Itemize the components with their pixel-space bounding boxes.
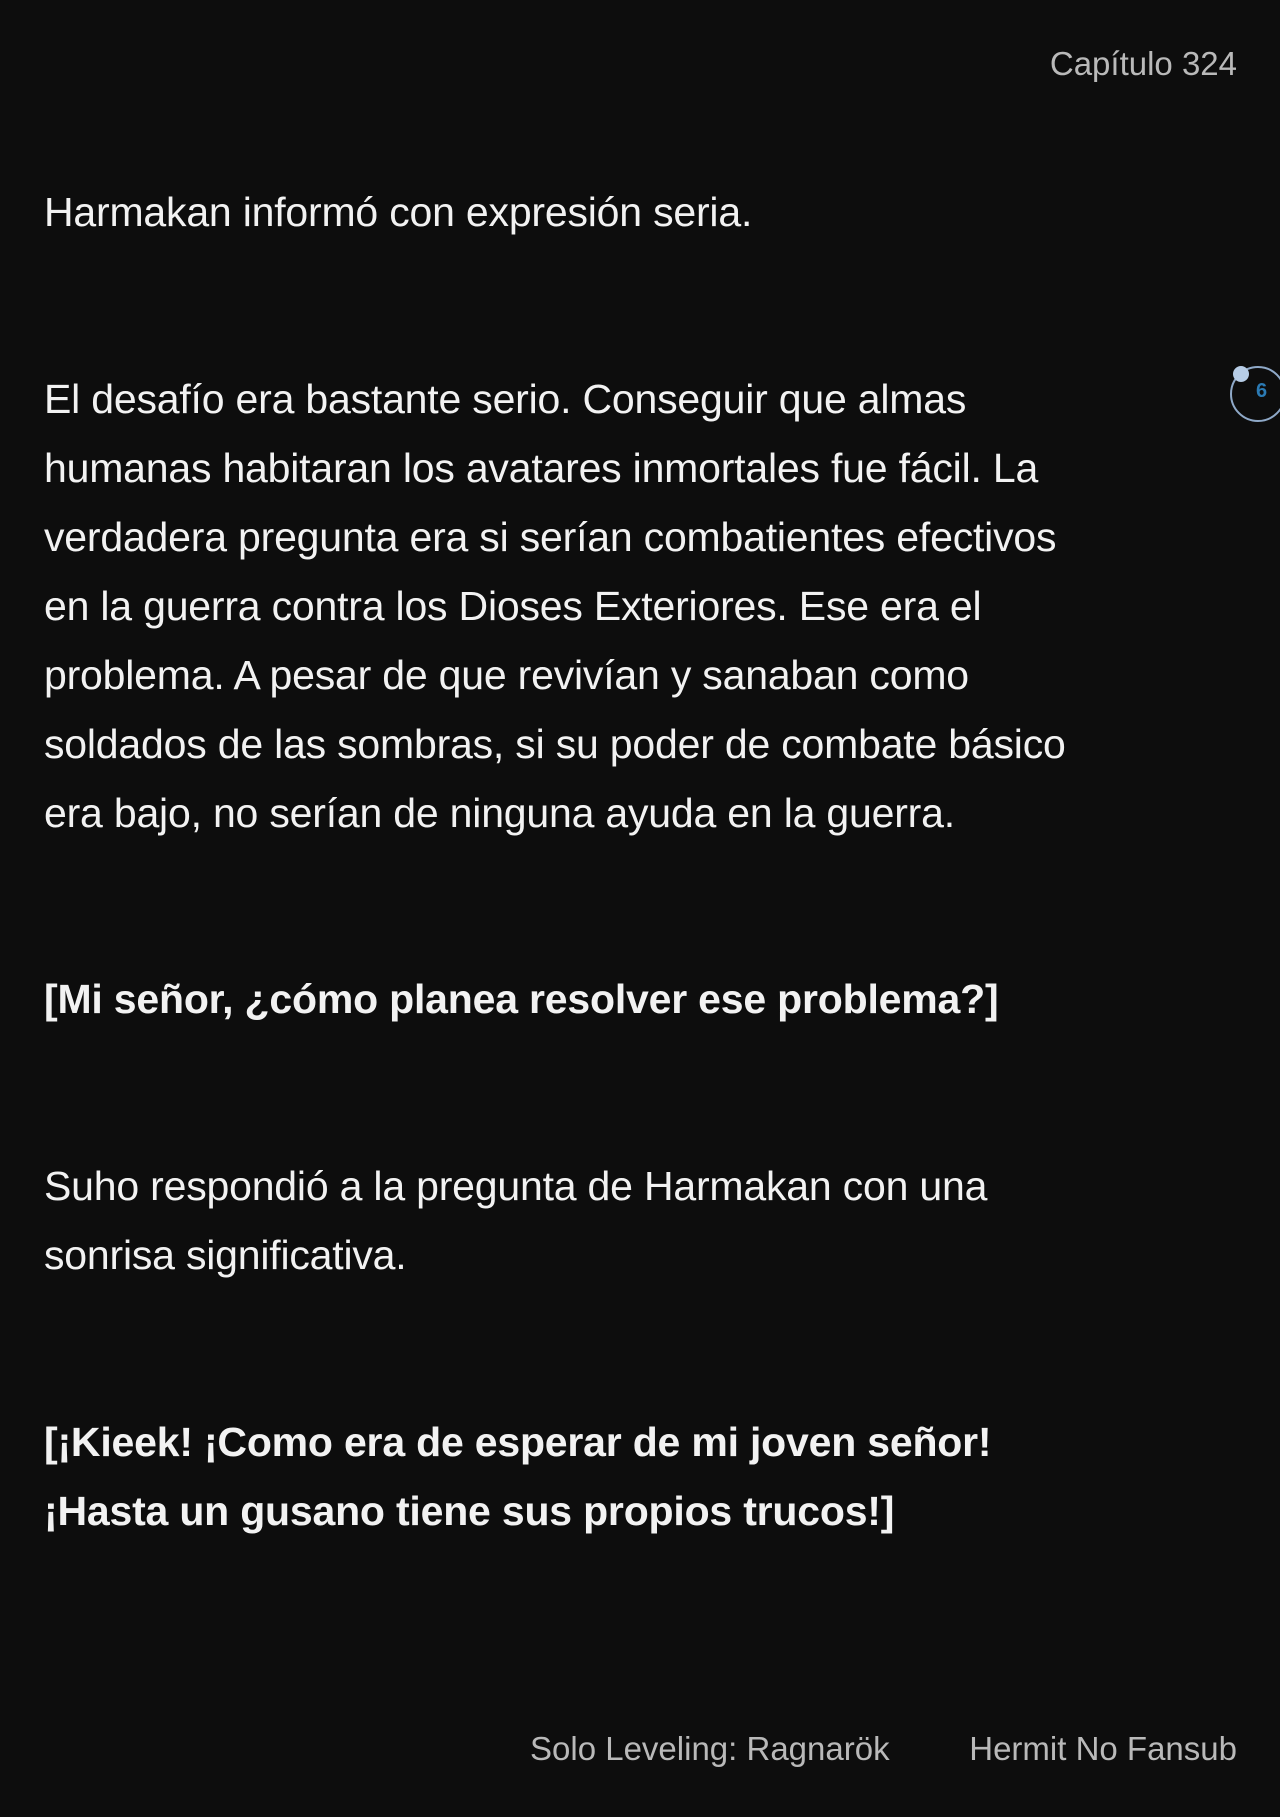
text-line: verdadera pregunta era si serían combatientes efectivos (44, 514, 1057, 560)
text-line: Suho respondió a la pregunta de Harmakan con una (44, 1163, 988, 1209)
text-line: humanas habitaran los avatares inmortales fue fácil. La (44, 445, 1039, 491)
text-line: Harmakan informó con expresión seria. (44, 189, 753, 235)
text-line: problema. A pesar de que revivían y sanaban como (44, 652, 969, 698)
comment-count: 6 (1256, 380, 1268, 402)
text-line: [¡Kieek! ¡Como era de esperar de mi joven señor! (44, 1419, 992, 1465)
text-line: en la guerra contra los Dioses Exteriores. Ese era el (44, 583, 982, 629)
text-line: soldados de las sombras, si su poder de combate básico (44, 721, 1066, 767)
badge-dot-icon (1233, 366, 1249, 382)
series-name[interactable]: Solo Leveling: Ragnarök (530, 1730, 890, 1767)
text-line: sonrisa significativa. (44, 1232, 407, 1278)
text-line: El desafío era bastante serio. Conseguir que almas (44, 376, 967, 422)
text-line: [Mi señor, ¿cómo planea resolver ese problema?] (44, 976, 999, 1022)
chapter-title: Capítulo 324 (1049, 45, 1237, 82)
text-line: era bajo, no serían de ninguna ayuda en la guerra. (44, 790, 955, 836)
group-name[interactable]: Hermit No Fansub (969, 1730, 1237, 1767)
text-line: ¡Hasta un gusano tiene sus propios trucos!] (44, 1488, 895, 1534)
